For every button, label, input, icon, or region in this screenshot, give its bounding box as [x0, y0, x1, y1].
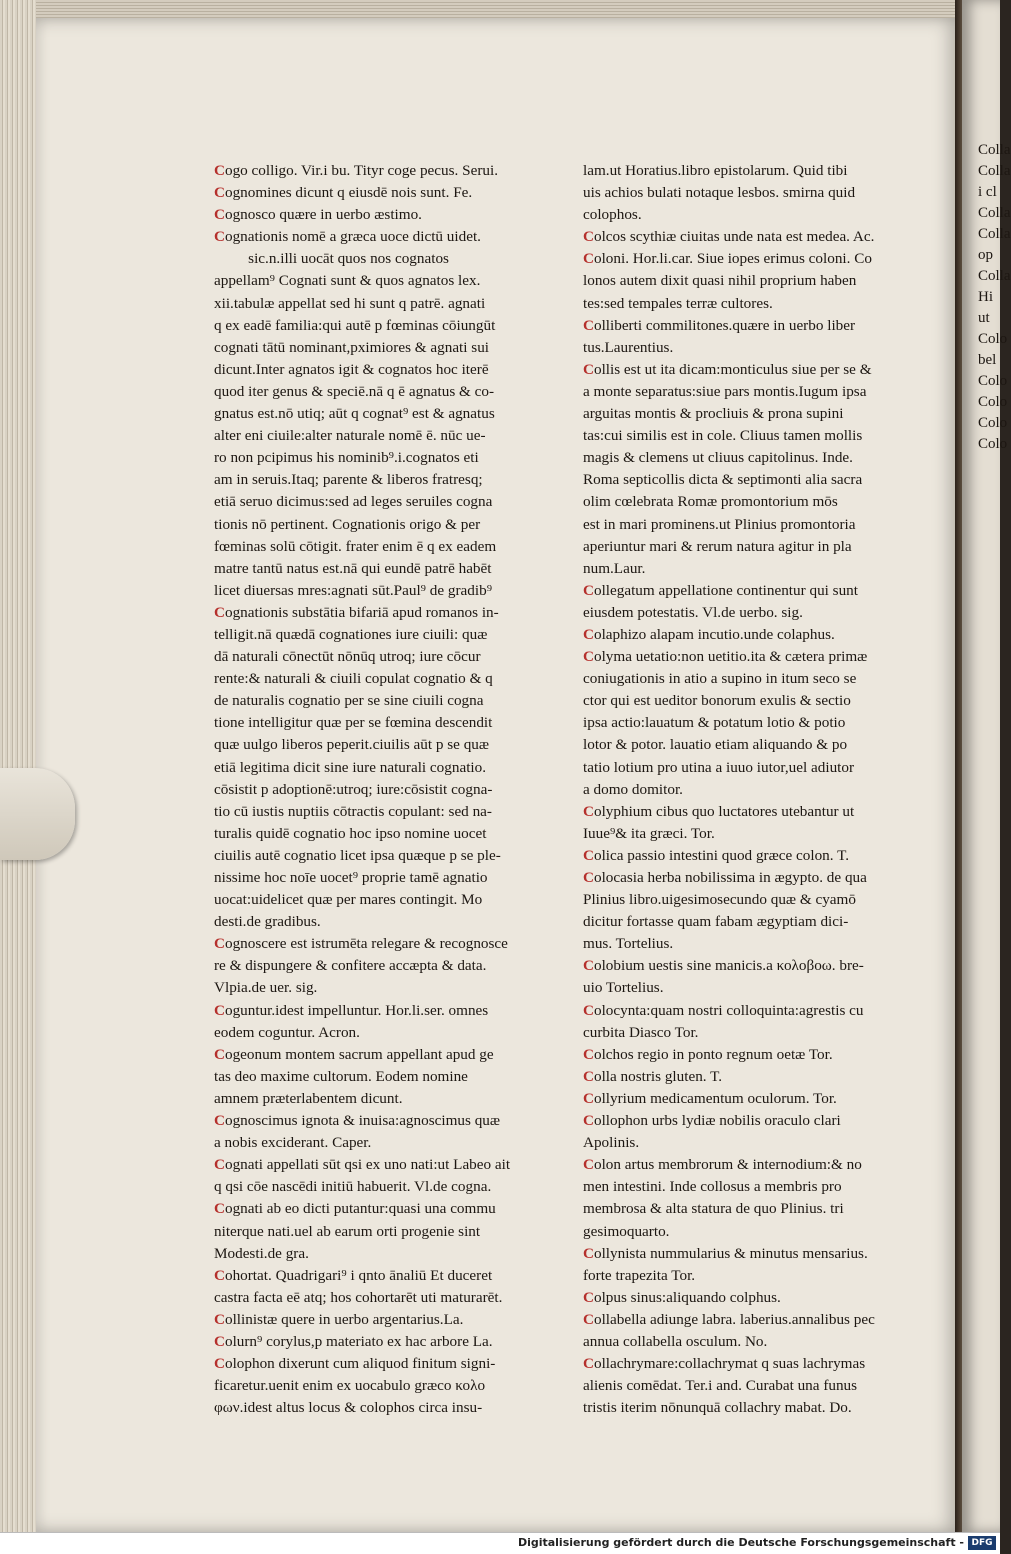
text-line: Cognoscimus ignota & inuisa:agnoscimus quæ — [214, 1112, 501, 1130]
text-line: amnem præterlabentem dicunt. — [214, 1089, 403, 1107]
text-line: Cognosco quære in uerbo æstimo. — [214, 206, 422, 224]
text-line: desti.de gradibus. — [214, 913, 321, 931]
text-line: eiusdem potestatis. Vl.de uerbo. sig. — [583, 603, 803, 621]
text-line: etiā seruo dicimus:sed ad leges seruiles cogna — [214, 493, 493, 511]
text-line: dicitur fortasse quam fabam ægyptiam dici- — [583, 913, 849, 931]
rubric-initial: C — [214, 1266, 225, 1284]
text-line: Colophon dixerunt cum aliquod finitum signi- — [214, 1355, 496, 1373]
text-line: Collinistæ quere in uerbo argentarius.La. — [214, 1310, 464, 1328]
facing-page-line: Colo — [978, 415, 1008, 431]
text-line: num.Laur. — [583, 559, 646, 577]
text-line: magis & clemens ut cliuus capitolinus. Inde. — [583, 449, 853, 467]
rubric-initial: C — [583, 1244, 594, 1262]
text-line: Colliberti commilitones.quære in uerbo liber — [583, 316, 856, 334]
text-line: sic.n.illi uocāt quos nos cognatos — [214, 250, 449, 268]
text-line: Cognationis nomē a græca uoce dictū uidet. — [214, 228, 481, 246]
text-line: colophos. — [583, 206, 642, 224]
text-line: coniugationis in atio a supino in itum seco se — [583, 670, 857, 688]
text-line: appellam⁹ Cognati sunt & quos agnatos lex. — [214, 272, 481, 290]
text-line: Roma septicollis dicta & septimonti alia sacra — [583, 471, 863, 489]
text-line: forte trapezita Tor. — [583, 1266, 696, 1284]
text-line: telligit.nā quædā cognationes iure ciuili: quæ — [214, 625, 488, 643]
text-line: gesimoquarto. — [583, 1222, 670, 1240]
rubric-initial: C — [583, 957, 594, 975]
rubric-initial: C — [583, 228, 594, 246]
text-line: Collachrymare:collachrymat q suas lachrymas — [583, 1355, 866, 1373]
text-line: Colaphizo alapam incutio.unde colaphus. — [583, 625, 835, 643]
rubric-initial: C — [214, 1310, 225, 1328]
facing-page-line: ut — [978, 310, 990, 326]
text-line: turalis quidē cognatio hoc ipso nomine uocet — [214, 824, 487, 842]
facing-page-line: Colo — [978, 331, 1008, 347]
text-line: Colpus sinus:aliquando colphus. — [583, 1288, 781, 1306]
text-line: Cognati appellati sūt qsi ex uno nati:ut Labeo ait — [214, 1156, 511, 1174]
rubric-initial: C — [214, 228, 225, 246]
rubric-initial: C — [214, 206, 225, 224]
text-line: Collegatum appellatione continentur qui sunt — [583, 581, 858, 599]
text-line: uio Tortelius. — [583, 979, 664, 997]
text-line: tio cū iustis nuptiis cōtractis copulant: sed na- — [214, 802, 492, 820]
text-line: a monte separatus:siue pars montis.Iugum ipsa — [583, 382, 867, 400]
text-line: niterque nati.uel ab earum orti progenie sint — [214, 1222, 481, 1240]
rubric-initial: C — [583, 625, 594, 643]
text-line: tionis nō pertinent. Cognationis origo & per — [214, 515, 481, 533]
text-line: Cohortat. Quadrigari⁹ i qnto ānaliū Et duceret — [214, 1266, 493, 1284]
text-line: Collabella adiunge labra. laberius.annalibus pec — [583, 1310, 875, 1328]
text-line: curbita Diasco Tor. — [583, 1023, 699, 1041]
text-line: mus. Tortelius. — [583, 935, 674, 953]
text-line: eodem coguntur. Acron. — [214, 1023, 360, 1041]
text-line: re & dispungere & confitere accæpta & data. — [214, 957, 487, 975]
text-line: ro non pcipimus his nominib⁹.i.cognatos eti — [214, 449, 479, 467]
text-line: gnatus est.nō utiq; aūt q cognat⁹ est & agnatus — [214, 405, 495, 423]
text-line: Apolinis. — [583, 1134, 640, 1152]
rubric-initial: C — [583, 802, 594, 820]
text-line: cognati tātū nominant,pximiores & agnati sui — [214, 338, 490, 356]
text-line: ficaretur.uenit enim ex uocabulo græco κολο — [214, 1377, 486, 1395]
rubric-initial: C — [583, 250, 594, 268]
text-line: Plinius libro.uigesimosecundo quæ & cyamō — [583, 891, 856, 909]
text-line: q ex eadē familia:qui autē p fœminas cōiungūt — [214, 316, 496, 334]
text-line: men intestini. Inde collosus a membris pro — [583, 1178, 842, 1196]
text-line: uis achios bulati notaque lesbos. smirna quid — [583, 184, 856, 202]
rubric-initial: C — [583, 1001, 594, 1019]
text-line: Colocynta:quam nostri colloquinta:agrestis cu — [583, 1001, 864, 1019]
rubric-initial: C — [583, 1355, 594, 1373]
text-line: Collophon urbs lydiæ nobilis oraculo clari — [583, 1112, 841, 1130]
text-line: arguitas montis & procliuis & prona supini — [583, 405, 844, 423]
facing-page-line: Colo — [978, 436, 1008, 452]
text-line: ctor qui est ueditor bonorum exulis & sectio — [583, 692, 851, 710]
text-line: Colon artus membrorum & internodium:& no — [583, 1156, 862, 1174]
dfg-logo: DFG — [968, 1536, 996, 1550]
text-line: alter eni ciuile:alter naturale nomē ē. nūc ue- — [214, 427, 486, 445]
rubric-initial: C — [214, 1112, 225, 1130]
footer-credit: Digitalisierung gefördert durch die Deutsche Forschungsgemeinschaft - — [517, 1536, 964, 1549]
text-line: Cogo colligo. Vir.i bu. Tityr coge pecus. Serui. — [214, 162, 498, 179]
facing-page-line: i cl — [978, 184, 997, 200]
text-line: Cognati ab eo dicti putantur:quasi una commu — [214, 1200, 496, 1218]
text-line: lotor & potor. lauatio etiam aliquando & po — [583, 736, 848, 754]
rubric-initial: C — [583, 1156, 594, 1174]
rubric-initial: C — [214, 1355, 225, 1373]
text-line: tione intelligitur quæ per se fœmina descendit — [214, 714, 493, 732]
rubric-initial: C — [583, 1112, 594, 1130]
rubric-initial: C — [583, 1089, 594, 1107]
text-line: Collynista nummularius & minutus mensarius. — [583, 1244, 868, 1262]
facing-page-line: op — [978, 247, 993, 263]
text-line: Coguntur.idest impelluntur. Hor.li.ser. omnes — [214, 1001, 489, 1019]
facing-page-line: Colla — [978, 268, 1011, 284]
rubric-initial: C — [583, 360, 594, 378]
rubric-initial: C — [214, 1045, 225, 1063]
text-line: Vlpia.de uer. sig. — [214, 979, 318, 997]
text-line: Collis est ut ita dicam:monticulus siue per se & — [583, 360, 872, 378]
left-text-column — [214, 160, 574, 1419]
text-line: ipsa actio:lauatum & potatum lotio & potio — [583, 714, 846, 732]
text-line: a domo domitor. — [583, 780, 683, 798]
text-line: uocat:uidelicet quæ per mares contingit. Mo — [214, 891, 483, 909]
text-line: tas:cui similis est in cole. Cliuus tamen mollis — [583, 427, 863, 445]
rubric-initial: C — [583, 1045, 594, 1063]
text-line: Collyrium medicamentum oculorum. Tor. — [583, 1089, 837, 1107]
facing-page-line: bel — [978, 352, 997, 368]
text-line: Colobium uestis sine manicis.a κολοβοω. bre- — [583, 957, 864, 975]
rubric-initial: C — [583, 581, 594, 599]
text-line: Colica passio intestini quod græce colon. T. — [583, 846, 850, 864]
text-line: alienis comēdat. Ter.i and. Curabat una funus — [583, 1377, 858, 1395]
rubric-initial: C — [214, 1200, 225, 1218]
text-line: est in mari prominens.ut Plinius promontoria — [583, 515, 856, 533]
rubric-initial: C — [583, 1067, 594, 1085]
facing-page-line: Colla — [978, 205, 1011, 221]
rubric-initial: C — [583, 869, 594, 886]
text-line: dicunt.Inter agnatos igit & cognatos hoc iterē — [214, 360, 489, 378]
text-line: licet diuersas mres:agnati sūt.Paul⁹ de gradib⁹ — [214, 581, 492, 599]
text-line: rente:& naturali & ciuili copulat cognatio & q — [214, 670, 493, 688]
text-line: tas deo maxime cultorum. Eodem nomine — [214, 1067, 468, 1085]
rubric-initial: C — [214, 1001, 225, 1019]
rubric-initial: C — [583, 1310, 594, 1328]
facing-page-line: Colo — [978, 394, 1008, 410]
text-line: nissime hoc noīe uocet⁹ proprie tamē agnatio — [214, 869, 488, 886]
facing-page-line: Colla — [978, 163, 1011, 179]
rubric-initial: C — [583, 316, 594, 334]
text-line: membrosa & alta statura de quo Plinius. tri — [583, 1200, 844, 1218]
text-line: am in seruis.Itaq; parente & liberos fratresq; — [214, 471, 483, 489]
text-line: tus.Laurentius. — [583, 338, 674, 356]
facing-page-line: Hi — [978, 289, 993, 305]
rubric-initial: C — [214, 184, 225, 202]
text-line: quod iter genus & speciē.nā q ē agnatus & co- — [214, 382, 495, 400]
text-line: Cognoscere est istrumēta relegare & recognosce — [214, 935, 508, 953]
text-line: tristis iterim nōnunquā collachry mabat. Do. — [583, 1399, 852, 1417]
text-line: Colcos scythiæ ciuitas unde nata est medea. Ac. — [583, 228, 875, 246]
text-line: Cognomines dicunt q eiusdē nois sunt. Fe. — [214, 184, 473, 202]
text-line: Iuue⁹& ita græci. Tor. — [583, 824, 715, 842]
text-line: de naturalis cognatio per se sine ciuili cogna — [214, 692, 484, 710]
text-line: Colurn⁹ corylus,p materiato ex hac arbore La. — [214, 1332, 493, 1350]
text-line: fœminas solū cōtigit. frater enim ē q ex eadem — [214, 537, 497, 555]
text-line: Colyma uetatio:non uetitio.ita & cætera primæ — [583, 648, 868, 666]
text-line: Coloni. Hor.li.car. Siue iopes erimus coloni. Co — [583, 250, 872, 268]
facing-page-line: Colla — [978, 142, 1011, 158]
text-line: castra facta eē atq; hos cohortarēt uti maturarēt. — [214, 1288, 503, 1306]
text-line: a nobis exciderant. Caper. — [214, 1134, 372, 1152]
rubric-initial: C — [583, 648, 594, 666]
facing-page-line: Colo — [978, 373, 1008, 389]
text-line: cōsistit p adoptionē:utroq; iure:cōsistit cogna- — [214, 780, 493, 798]
text-line: Colocasia herba nobilissima in ægypto. de qua — [583, 869, 867, 886]
text-line: matre tantū natus est.nā qui eundē patrē habēt — [214, 559, 492, 577]
text-line: xii.tabulæ appellat sed hi sunt q patrē. agnati — [214, 294, 486, 312]
text-line: Cognationis substātia bifariā apud romanos in- — [214, 603, 499, 621]
rubric-initial: C — [214, 603, 225, 621]
rubric-initial: C — [583, 1288, 594, 1306]
rubric-initial: C — [214, 1332, 225, 1350]
text-line: aperiuntur mari & rerum natura agitur in pla — [583, 537, 852, 555]
text-line: lam.ut Horatius.libro epistolarum. Quid tibi — [583, 162, 848, 179]
rubric-initial: C — [214, 1156, 225, 1174]
text-line: q qsi cōe nascēdi initiū habuerit. Vl.de cogna. — [214, 1178, 492, 1196]
footer-bar — [0, 1532, 1000, 1554]
facing-page-text — [978, 140, 1011, 455]
text-line: tatio lotium pro utina a iuuo iutor,uel adiutor — [583, 758, 855, 776]
text-line: olim cœlebrata Romæ promontorium mōs — [583, 493, 838, 511]
page-tab — [0, 768, 75, 860]
text-line: quæ uulgo liberos peperit.ciuilis aūt p se quæ — [214, 736, 490, 754]
rubric-initial: C — [214, 162, 225, 179]
text-line: Colchos regio in ponto regnum oetæ Tor. — [583, 1045, 833, 1063]
text-line: etiā legitima dicit sine iure naturali cognatio. — [214, 758, 487, 776]
facing-page-line: Colla — [978, 226, 1011, 242]
rubric-initial: C — [583, 846, 594, 864]
text-line: tes:sed tempales terræ cultores. — [583, 294, 773, 312]
text-line: annua collabella osculum. No. — [583, 1332, 768, 1350]
text-line: ciuilis autē cognatio licet ipsa quæque p se ple- — [214, 846, 501, 864]
text-line: lonos autem dixit quasi nihil proprium haben — [583, 272, 857, 290]
text-line: Colla nostris gluten. T. — [583, 1067, 723, 1085]
text-line: dā naturali cōnectūt nōnūq utroq; iure cōcur — [214, 648, 481, 666]
text-line: φων.idest altus locus & colophos circa insu- — [214, 1399, 483, 1417]
text-line: Modesti.de gra. — [214, 1244, 309, 1262]
text-line: Colyphium cibus quo luctatores utebantur ut — [583, 802, 855, 820]
text-line: Cogeonum montem sacrum appellant apud ge — [214, 1045, 494, 1063]
rubric-initial: C — [214, 935, 225, 953]
right-text-column — [583, 160, 938, 1419]
